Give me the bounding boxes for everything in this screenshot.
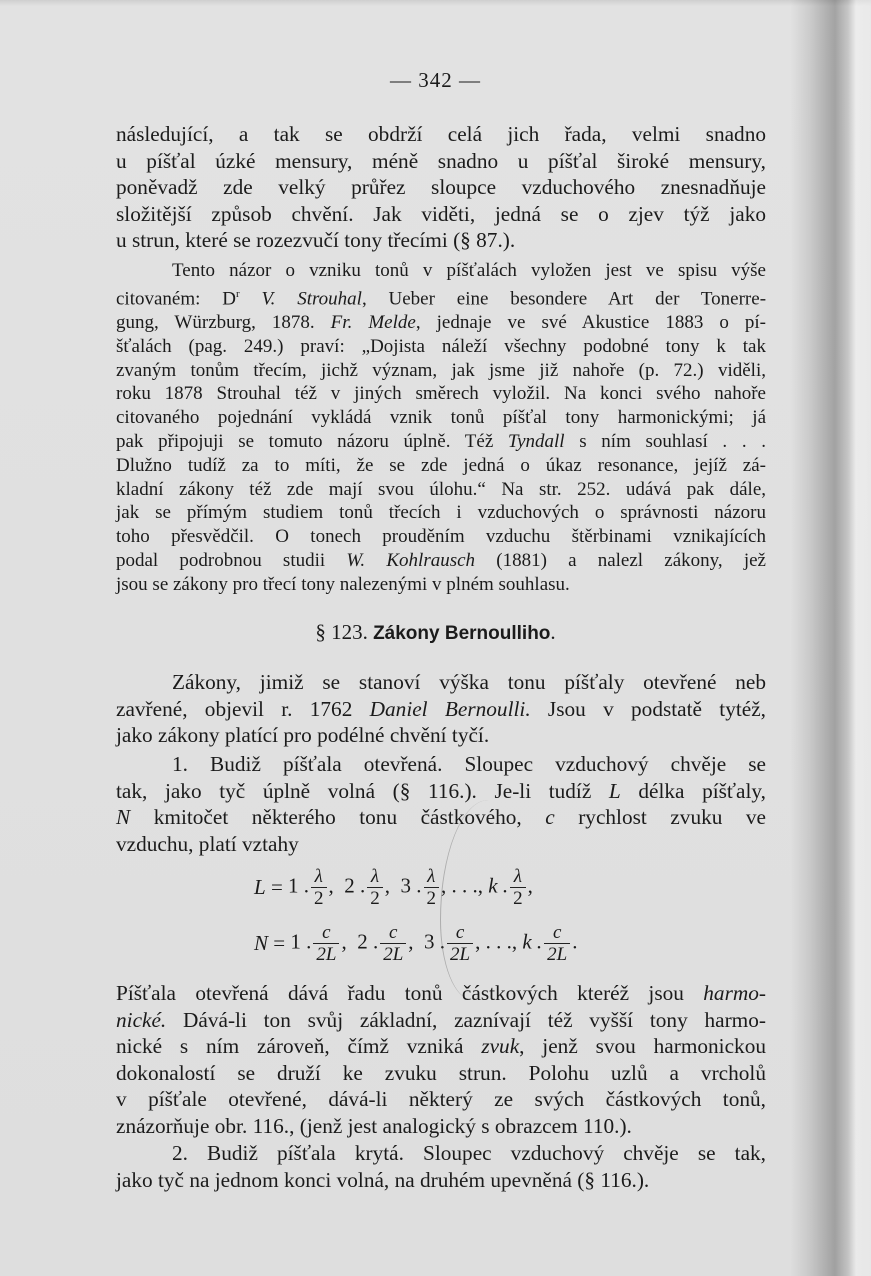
- author-name: Fr. Melde: [330, 311, 416, 333]
- text-line: Zákony, jimiž se stanoví výška tonu píšťaly otevřené neb: [172, 670, 766, 694]
- formula-term: [344, 866, 390, 909]
- text-line: složitější způsob chvění. Jak viděti, jedná se o zjev týž jako: [116, 201, 766, 226]
- fraction: [447, 922, 473, 965]
- coefficient: 3 .: [424, 929, 446, 954]
- denominator: 2: [424, 887, 440, 909]
- separator: ,: [527, 873, 533, 898]
- text-line: poněvadž zde velký průřez sloupce vzduchového znesnadňuje: [116, 175, 766, 200]
- equals-sign: =: [265, 875, 289, 899]
- formula-length: [254, 866, 533, 909]
- paragraph-references: [116, 259, 766, 596]
- formula-term: [424, 922, 517, 965]
- fraction: [510, 866, 526, 909]
- author-name: Tyndall: [507, 430, 565, 452]
- text-line: roku 1878 Strouhal též v jiných směrech vyložil. Na konci svého nahoře: [116, 383, 766, 405]
- coefficient: 3 .: [400, 873, 422, 898]
- text-run: gung, Würzburg, 1878.: [116, 311, 331, 333]
- separator: ,: [408, 929, 414, 954]
- fraction: [380, 922, 406, 965]
- text-line: 1. Budiž píšťala otevřená. Sloupec vzduchový chvěje se: [172, 752, 766, 776]
- section-number: § 123.: [315, 620, 368, 644]
- text-line: citovaného pojednání vykládá vznik tonů píšťal tony harmonickými; já: [116, 407, 766, 429]
- fraction: [311, 866, 327, 909]
- numerator: c: [455, 922, 465, 943]
- section-heading: [0, 620, 871, 645]
- text-run: délka píšťaly,: [620, 778, 766, 803]
- denominator: 2: [311, 887, 327, 909]
- coefficient: k .: [488, 873, 509, 898]
- math-variable: L: [608, 778, 621, 803]
- text-line: jako tyč na jednom konci volná, na druhém upevněná (§ 116.).: [116, 1167, 650, 1192]
- coefficient: 2 .: [344, 873, 366, 898]
- text-run: podal podrobnou studii: [116, 549, 347, 571]
- text-line: [116, 1033, 766, 1060]
- equals-sign: =: [268, 931, 291, 955]
- text-line: u píšťal úzké mensury, méně snadno u píšťal široké mensury,: [116, 148, 766, 173]
- text-run: nické s ním zároveň, čímž vzniká: [116, 1034, 482, 1059]
- fraction: [544, 922, 570, 965]
- formula-lhs: N: [254, 931, 269, 955]
- text-run: , jenž svou harmonickou: [519, 1034, 767, 1059]
- numerator: c: [322, 922, 331, 943]
- paragraph-harmonics: [116, 980, 766, 1140]
- text-line: kladní zákony též zde mají svou úlohu.“ Na str. 252. udává pak dále,: [116, 478, 766, 500]
- formula-term: [357, 922, 413, 965]
- text-run: pak připojuji se tomuto názoru úplně. Též: [116, 430, 508, 452]
- text-line: zvaným tonům třecím, jichž význam, jak jsme již nahoře (p. 72.) viděli,: [116, 359, 766, 381]
- separator: .: [572, 929, 578, 954]
- text-line: [116, 311, 766, 335]
- paragraph-closed-pipe: [116, 1140, 766, 1193]
- separator: ,: [341, 929, 347, 954]
- numerator: c: [552, 922, 562, 943]
- coefficient: 1 .: [290, 929, 312, 954]
- text-run: tak, jako tyč úplně volná (§ 116.). Je-li tudíž: [116, 778, 609, 803]
- text-line: v píšťale otevřené, dává-li některý ze svých částkových tonů,: [116, 1087, 766, 1112]
- formula-term: [522, 922, 577, 965]
- denominator: 2: [510, 887, 526, 909]
- coefficient: 1 .: [288, 873, 310, 898]
- text-line: Dlužno tudíž za to míti, že se zde jedná o úkaz resonance, jejíž zá-: [116, 454, 766, 476]
- text-line: jako zákony platící pro podélné chvění tyčí.: [116, 723, 490, 748]
- emphasis: harmo-: [703, 981, 766, 1005]
- numerator: λ: [314, 866, 323, 887]
- text-line: znázorňuje obr. 116., (jenž jest analogický s obrazcem 110.).: [116, 1113, 632, 1138]
- fraction: [313, 922, 339, 965]
- text-line: vzduchu, platí vztahy: [116, 831, 299, 856]
- author-name: Daniel Bernoulli.: [369, 696, 531, 721]
- text-run: s ním souhlasí . . .: [564, 430, 766, 452]
- numerator: λ: [370, 866, 380, 887]
- text-run: , Ueber eine besondere Art der Tonerre-: [361, 288, 767, 310]
- separator: ,: [384, 873, 391, 898]
- denominator: 2L: [380, 943, 406, 965]
- denominator: 2L: [447, 943, 473, 965]
- text-run: Dává-li ton svůj základní, zaznívají též vyšší tony harmo-: [166, 1007, 766, 1032]
- denominator: 2L: [544, 943, 570, 965]
- text-line: [116, 549, 766, 573]
- text-line: u strun, které se rozezvučí tony třecími (§ 87.).: [116, 228, 516, 253]
- author-name: V. Strouhal: [261, 288, 362, 310]
- text-line: následující, a tak se obdrží celá jich řada, velmi snadno: [116, 122, 766, 146]
- coefficient: 2 .: [357, 929, 379, 954]
- text-line: dokonalostí se druží ke zvuku strun. Polohu uzlů a vrcholů: [116, 1060, 766, 1085]
- text-line: [116, 696, 766, 723]
- denominator: 2L: [313, 943, 339, 965]
- math-variable: N: [116, 805, 131, 830]
- text-line: [116, 980, 766, 1007]
- formula-term: [290, 922, 346, 965]
- fraction: [424, 866, 440, 909]
- superscript: r: [235, 287, 240, 300]
- text-line: [116, 778, 766, 805]
- math-variable: c: [545, 805, 555, 830]
- paragraph-open-pipe: [116, 751, 766, 857]
- author-name: W. Kohlrausch: [346, 549, 476, 571]
- text-run: Jsou v podstatě tytéž,: [530, 696, 766, 721]
- coefficient: k .: [522, 929, 543, 954]
- separator: ,: [328, 873, 334, 898]
- text-line: šťalách (pag. 249.) praví: „Dojista náleží všechny podobné tony k tak: [116, 335, 766, 357]
- paragraph-intro: [116, 669, 766, 749]
- text-run: Píšťala otevřená dává řadu tonů částkových kteréž jsou: [116, 981, 704, 1005]
- text-line: [116, 283, 766, 311]
- text-line: [116, 430, 766, 454]
- formula-frequency: [254, 922, 578, 965]
- numerator: c: [389, 922, 398, 943]
- text-line: toho přesvědčil. O tonech prouděním vzduchu štěrbinami vznikajících: [116, 526, 766, 548]
- formula-term: [488, 866, 533, 909]
- paragraph-continuation: [116, 121, 766, 254]
- text-run: (1881) a nalezl zákony, jež: [475, 549, 766, 571]
- section-title: Zákony Bernoulliho: [373, 623, 551, 644]
- formula-term: [288, 866, 334, 909]
- text-line: [116, 1007, 766, 1034]
- emphasis: nické.: [116, 1007, 167, 1032]
- text-run: rychlost zvuku ve: [554, 805, 766, 830]
- emphasis: zvuk: [481, 1034, 520, 1059]
- numerator: λ: [513, 866, 522, 887]
- text-line: [116, 804, 766, 831]
- separator: , . . .,: [441, 873, 484, 898]
- page-number: — 342 —: [390, 68, 481, 92]
- numerator: λ: [427, 866, 436, 887]
- section-period: .: [550, 620, 556, 644]
- text-line: 2. Budiž píšťala krytá. Sloupec vzduchový chvěje se tak,: [172, 1141, 766, 1165]
- text-run: kmitočet některého tonu částkového,: [130, 805, 546, 830]
- text-run: zavřené, objevil r. 1762: [116, 696, 370, 721]
- denominator: 2: [367, 887, 383, 909]
- fraction: [367, 866, 383, 909]
- text-line: jsou se zákony pro třecí tony nalezenými v plném souhlasu.: [116, 573, 570, 595]
- text-run: citovaném: D: [116, 288, 236, 310]
- formula-lhs: L: [254, 875, 266, 899]
- separator: , . . .,: [475, 929, 518, 954]
- text-run: , jednaje ve své Akustice 1883 o pí-: [415, 311, 766, 333]
- text-line: jak se přímým studiem tonů třecích i vzduchových o správnosti názoru: [116, 502, 766, 524]
- text-line: Tento názor o vzniku tonů v píšťalách vyložen jest ve spisu výše: [172, 260, 766, 281]
- formula-term: [401, 866, 484, 909]
